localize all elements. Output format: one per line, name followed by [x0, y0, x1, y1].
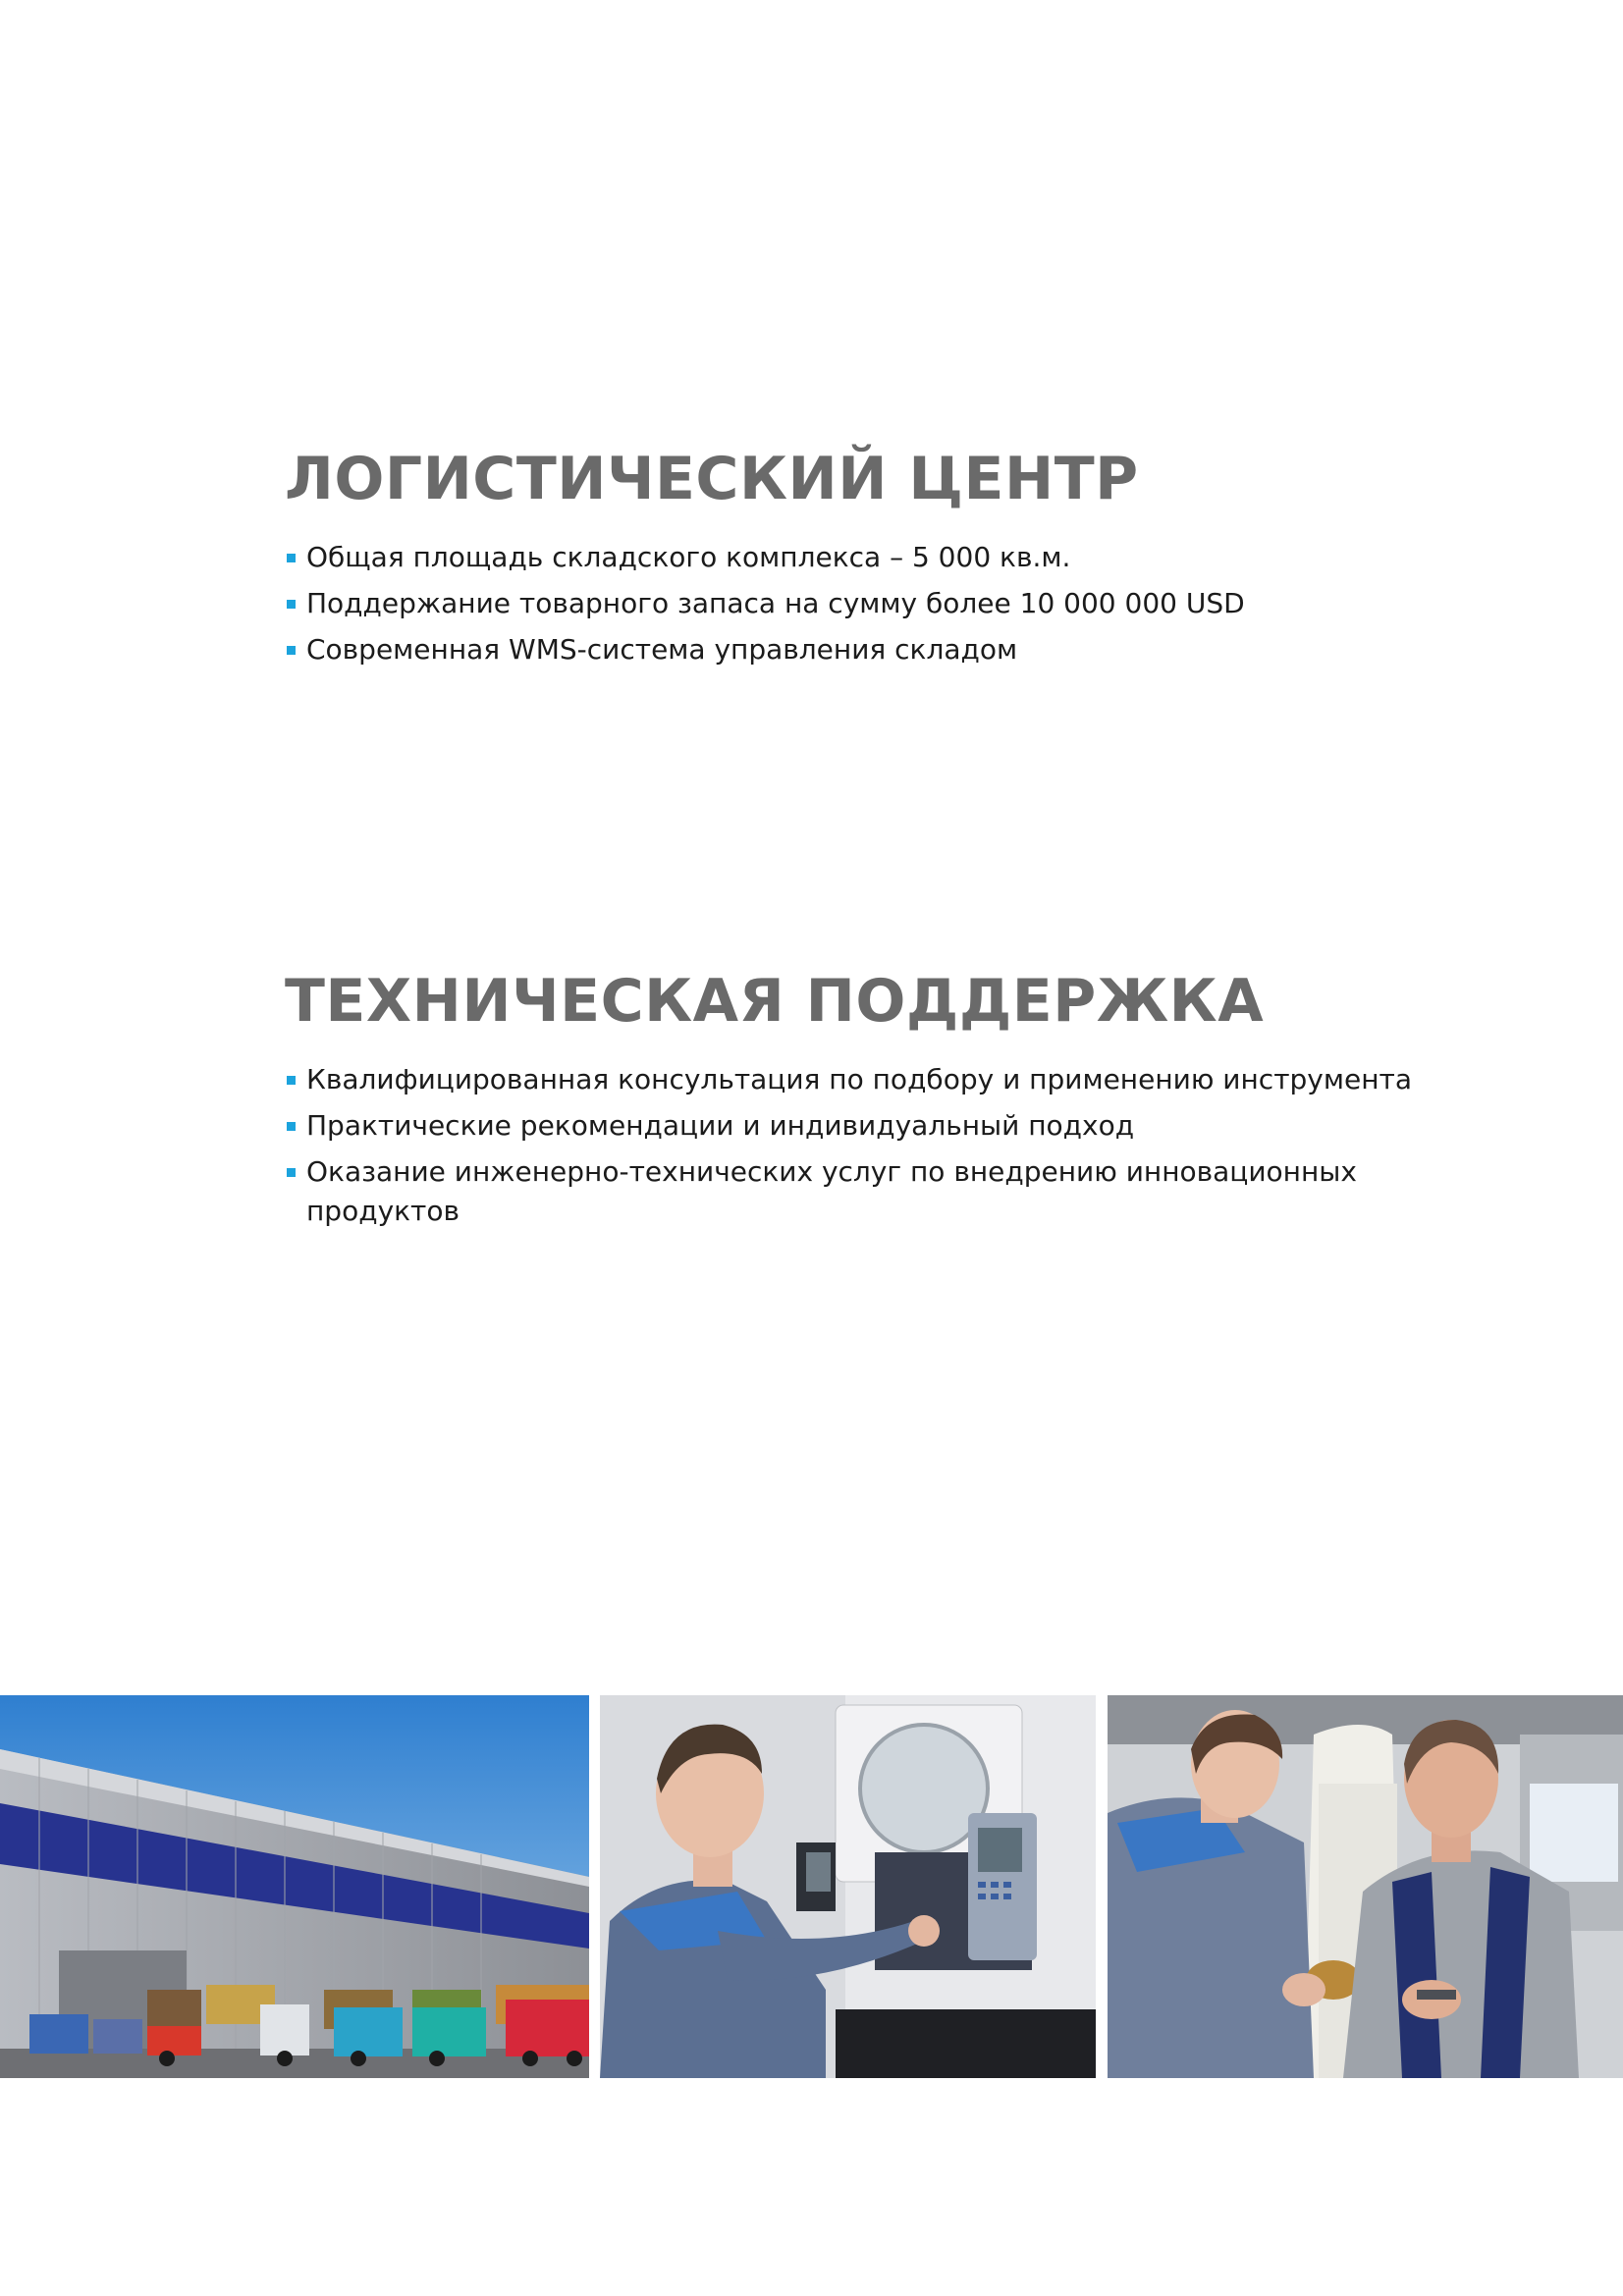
section-technical-support: [285, 967, 1414, 1238]
list-item: [285, 584, 1414, 623]
list-item: [285, 1152, 1414, 1231]
bullet-list: [285, 538, 1414, 669]
list-item: [285, 1060, 1414, 1099]
photo-warehouse: [0, 1695, 589, 2078]
list-item-text: Оказание инженерно-технических услуг по внедрению инновационных продуктов: [306, 1155, 1357, 1227]
list-item-text: Поддержание товарного запаса на сумму более 10 000 000 USD: [306, 587, 1245, 619]
section-title: ЛОГИСТИЧЕСКИЙ ЦЕНТР: [285, 445, 1139, 513]
list-item-text: Квалифицированная консультация по подбору и применению инструмента: [306, 1063, 1412, 1095]
list-item: [285, 1106, 1414, 1146]
photo-technicians: [1108, 1695, 1623, 2078]
list-item-text: Современная WMS-система управления складом: [306, 633, 1018, 666]
list-item-text: Практические рекомендации и индивидуальный подход: [306, 1109, 1135, 1142]
square-bullet-icon: [287, 1076, 296, 1085]
square-bullet-icon: [287, 600, 296, 609]
square-bullet-icon: [287, 554, 296, 562]
bullet-list: [285, 1060, 1414, 1231]
square-bullet-icon: [287, 646, 296, 655]
list-item-text: Общая площадь складского комплекса – 5 000 кв.м.: [306, 541, 1071, 573]
list-item: [285, 538, 1414, 577]
square-bullet-icon: [287, 1168, 296, 1177]
list-item: [285, 630, 1414, 669]
section-logistics-center: [285, 445, 1414, 676]
square-bullet-icon: [287, 1122, 296, 1131]
photo-engineer: [600, 1695, 1096, 2078]
section-title: ТЕХНИЧЕСКАЯ ПОДДЕРЖКА: [285, 967, 1265, 1036]
